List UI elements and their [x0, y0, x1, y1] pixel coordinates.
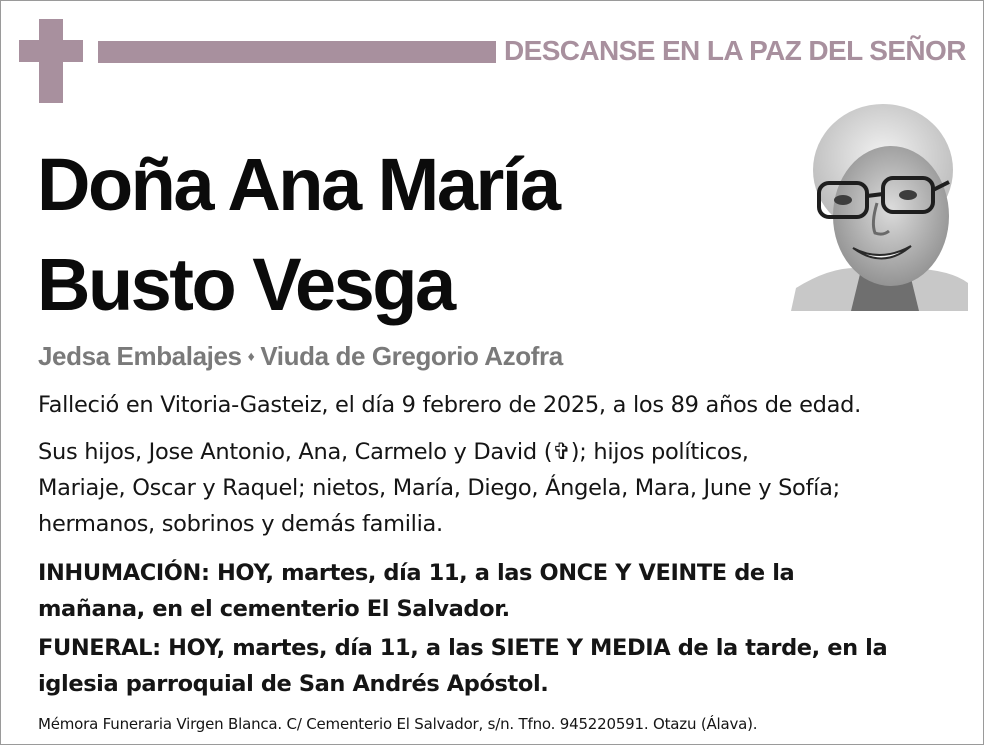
header-tagline: DESCANSE EN LA PAZ DEL SEÑOR	[504, 35, 966, 66]
burial-info	[38, 555, 794, 627]
funeral-line-1: FUNERAL: HOY, martes, día 11, a las SIETE Y MEDIA de la tarde, en la	[38, 635, 888, 661]
funeral-home-footer: Mémora Funeraria Virgen Blanca. C/ Cementerio El Salvador, s/n. Tfno. 945220591. Otazu (Álava).	[38, 715, 758, 733]
cross-horizontal-bar	[19, 40, 83, 62]
funeral-info	[38, 630, 887, 702]
burial-line-1: INHUMACIÓN: HOY, martes, día 11, a las ONCE Y VEINTE de la	[38, 560, 795, 586]
family-line-3: hermanos, sobrinos y demás familia.	[38, 511, 443, 537]
deceased-name	[37, 135, 737, 335]
portrait-photo	[791, 98, 968, 311]
funeral-line-2: iglesia parroquial de San Andrés Apóstol.	[38, 671, 549, 697]
death-notice: Falleció en Vitoria-Gasteiz, el día 9 febrero de 2025, a los 89 años de edad.	[38, 392, 861, 418]
name-line-2: Busto Vesga	[37, 243, 454, 326]
burial-line-2: mañana, en el cementerio El Salvador.	[38, 596, 510, 622]
subtitle	[38, 339, 563, 373]
subtitle-company: Jedsa Embalajes	[38, 341, 242, 371]
diamond-separator-icon: ♦	[247, 348, 255, 364]
name-line-1: Doña Ana María	[37, 143, 559, 226]
subtitle-widow: Viuda de Gregorio Azofra	[260, 341, 563, 371]
header-rule	[98, 41, 496, 63]
family-line-2: Mariaje, Oscar y Raquel; nietos, María, Diego, Ángela, Mara, June y Sofía;	[38, 475, 840, 501]
family-line-1: Sus hijos, Jose Antonio, Ana, Carmelo y David (✞); hijos políticos,	[38, 439, 749, 465]
portrait-illustration	[791, 98, 968, 311]
family-paragraph	[38, 434, 840, 542]
